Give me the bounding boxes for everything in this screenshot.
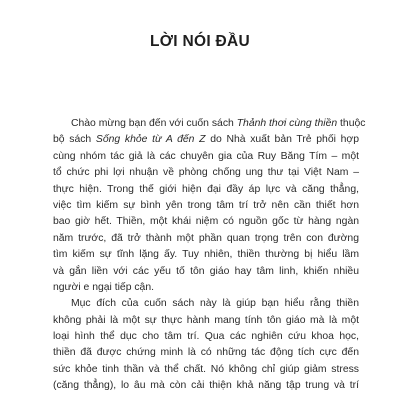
text-line: thiền đã được chứng minh là có những tác động tích cực đến <box>53 347 359 359</box>
text-line <box>53 116 366 132</box>
body-text <box>53 116 366 395</box>
text-line: không phải là một sự thực hành mang tính tôn giáo mà là một <box>53 314 359 326</box>
text-line: Mục đích của cuốn sách này là giúp bạn hiểu rằng thiền <box>71 298 359 310</box>
text-run: Chào mừng bạn đến với cuốn sách <box>71 118 237 129</box>
page-title: LỜI NÓI ĐẦU <box>149 33 251 50</box>
text-line: tổ chức phi lợi nhuận về phòng chống ung thư tại Việt Nam – <box>53 167 359 179</box>
text-line: người e ngại tiếp cận. <box>53 281 154 293</box>
text-line: năm trước, đã trở thành một phần quan trọng trên con đường <box>53 232 359 244</box>
text-line: tìm kiếm sự tĩnh lặng ấy. Tuy nhiên, thiền thường bị hiểu lầm <box>53 249 359 261</box>
text-line: sức khỏe tinh thần và thể chất. Nó không chỉ giúp giảm stress <box>53 363 359 375</box>
text-line: cùng nhóm tác giả là các chuyên gia của Ruy Băng Tím – một <box>53 150 359 162</box>
text-line: việc tìm kiếm sự bình yên trong tâm trí trở nên cần thiết hơn <box>53 199 359 211</box>
text-line: (căng thẳng), lo âu mà còn cải thiện khả năng tập trung và trí <box>53 380 359 392</box>
text-line <box>53 132 359 148</box>
text-line: và gắn liền với các yếu tố tôn giáo hay tâm linh, khiến nhiều <box>53 265 359 277</box>
text-run: bộ sách <box>53 134 96 146</box>
text-run: do Nhà xuất bản Trẻ phối hợp <box>205 134 359 146</box>
book-title-italic: Thảnh thơi cùng thiền <box>236 118 338 129</box>
text-line: thực hiện. Trong thế giới hiện đại đầy áp lực và căng thẳng, <box>53 183 359 195</box>
series-title-italic: Sống khỏe từ A đến Z <box>95 134 206 146</box>
text-run: thuộc <box>337 118 366 129</box>
text-line: bao giờ hết. Thiền, một khái niệm có nguồn gốc từ hàng ngàn <box>53 216 359 228</box>
text-line: loại hình thể dục cho tâm trí. Qua các nghiên cứu khoa học, <box>53 331 359 343</box>
